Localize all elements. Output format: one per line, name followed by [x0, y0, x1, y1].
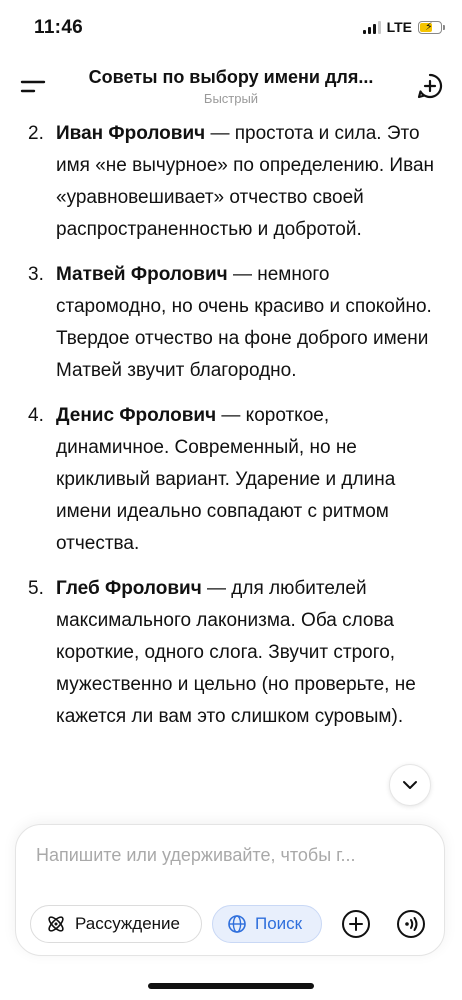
plus-circle-icon: [340, 908, 372, 940]
list-item: [0, 259, 462, 387]
chevron-down-icon: [402, 780, 418, 790]
chat-header: [0, 58, 462, 114]
message-composer: [15, 824, 445, 956]
list-number: 2.: [28, 123, 44, 144]
home-indicator[interactable]: [148, 983, 314, 989]
menu-icon[interactable]: [20, 76, 46, 98]
item-text: — простота и сила. Это имя «не вычурное» по определению. Иван «уравновешивает» отчество своей распространенностью и добротой.: [56, 123, 435, 240]
signal-icon: [363, 21, 381, 34]
answer-list: [0, 118, 462, 733]
item-text: — для любителей максимального лаконизма. Оба слова короткие, одного слога. Звучит строго, мужественно и цельно (но проверьте, не кажется ли вам это слишком суровым).: [56, 578, 416, 727]
scroll-down-button[interactable]: [389, 764, 431, 806]
model-mode-label: Быстрый: [203, 91, 259, 106]
search-button[interactable]: [212, 905, 322, 943]
add-attachment-button[interactable]: [339, 907, 373, 941]
reasoning-label: Рассуждение: [75, 914, 181, 933]
item-name: Иван Фролович: [56, 123, 206, 144]
battery-icon: ⚡: [418, 21, 442, 34]
network-type: LTE: [386, 19, 412, 35]
list-number: 4.: [28, 405, 44, 426]
chat-message-area[interactable]: [0, 118, 462, 830]
item-name: Денис Фролович: [56, 405, 217, 426]
status-bar: [0, 0, 462, 58]
status-indicators: [363, 19, 442, 35]
item-name: Глеб Фролович: [56, 578, 202, 599]
list-item: [0, 400, 462, 560]
status-time: 11:46: [34, 17, 84, 38]
list-item: [0, 118, 462, 246]
reasoning-button[interactable]: [30, 905, 202, 943]
item-text: — короткое, динамичное. Современный, но не крикливый вариант. Ударение и длина имени идеально совпадают с ритмом отчества.: [56, 405, 396, 554]
voice-wave-icon: [395, 908, 427, 940]
item-name: Матвей Фролович: [56, 264, 228, 285]
list-item: [0, 573, 462, 733]
voice-mode-button[interactable]: [394, 907, 428, 941]
message-input[interactable]: Напишите или удерживайте, чтобы г...: [36, 845, 356, 865]
list-number: 3.: [28, 264, 44, 285]
list-number: 5.: [28, 578, 44, 599]
search-label: Поиск: [255, 914, 303, 933]
chat-title[interactable]: Советы по выбору имени для...: [88, 67, 374, 87]
globe-icon: [227, 914, 247, 934]
new-chat-icon[interactable]: [416, 72, 444, 100]
atom-icon: [45, 913, 67, 935]
item-text: — немного старомодно, но очень красиво и спокойно. Твердое отчество на фоне доброго имени Матвей звучит благородно.: [56, 264, 432, 381]
